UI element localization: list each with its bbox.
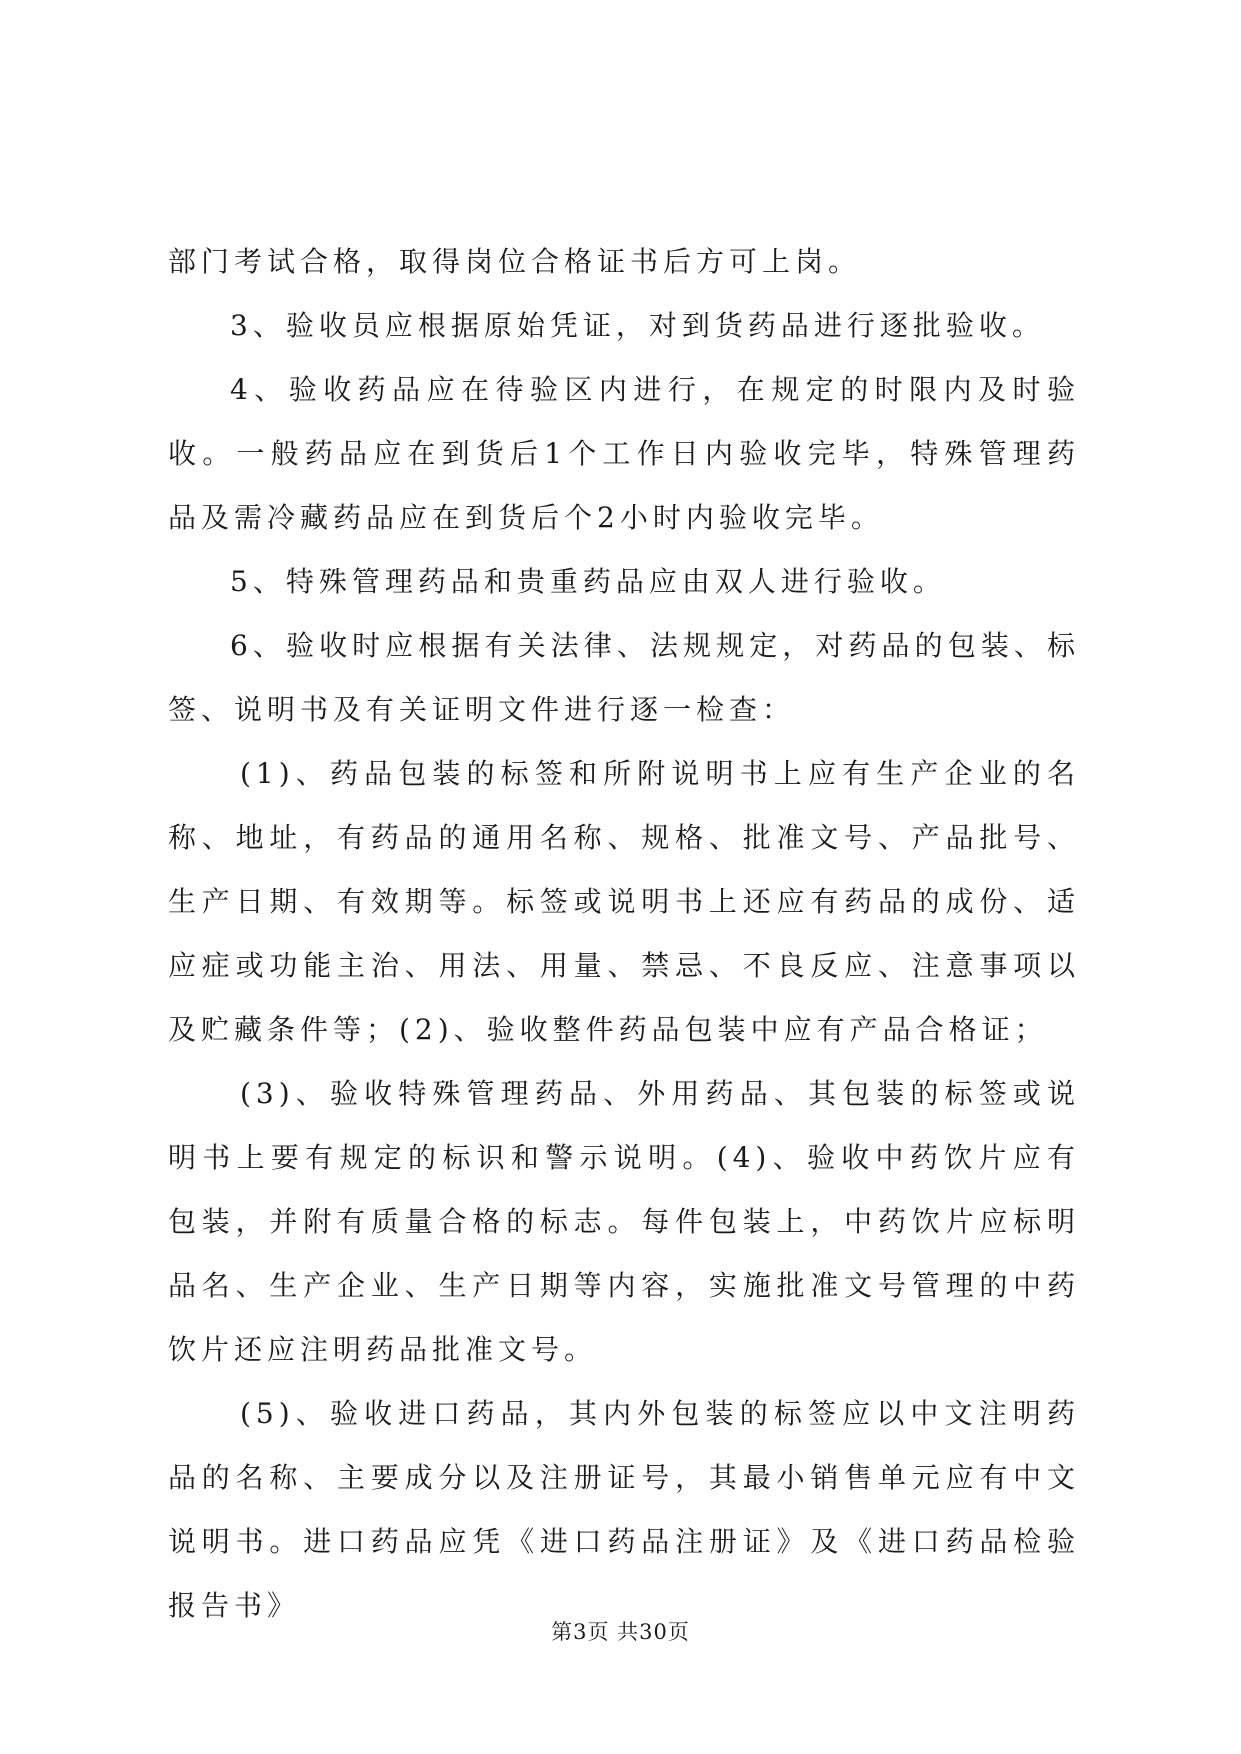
document-body	[168, 230, 1080, 1638]
paragraph-subitem-5: (5)、验收进口药品，其内外包装的标签应以中文注明药品的名称、主要成分以及注册证号，其最小销售单元应有中文说明书。进口药品应凭《进口药品注册证》及《进口药品检验报告书》	[168, 1397, 1080, 1622]
paragraph-item-4: 4、验收药品应在待验区内进行，在规定的时限内及时验收。一般药品应在到货后1个工作日内验收完毕，特殊管理药品及需冷藏药品应在到货后个2小时内验收完毕。	[168, 373, 1080, 534]
paragraph-subitem-1-2: (1)、药品包装的标签和所附说明书上应有生产企业的名称、地址，有药品的通用名称、规格、批准文号、产品批号、生产日期、有效期等。标签或说明书上还应有药品的成份、适应症或功能主治、用法、用量、禁忌、不良反应、注意事项以及贮藏条件等；(2)、验收整件药品包装中应有产品合格证；	[168, 757, 1080, 1046]
paragraph-item-6: 6、验收时应根据有关法律、法规规定，对药品的包装、标签、说明书及有关证明文件进行逐一检查：	[168, 629, 1080, 726]
paragraph-item-3: 3、验收员应根据原始凭证，对到货药品进行逐批验收。	[230, 309, 1045, 342]
page-number-label: 第3页 共30页	[551, 1620, 690, 1644]
page-footer	[0, 1616, 1241, 1646]
paragraph-continuation: 部门考试合格，取得岗位合格证书后方可上岗。	[168, 245, 862, 278]
paragraph-subitem-3-4: (3)、验收特殊管理药品、外用药品、其包装的标签或说明书上要有规定的标识和警示说明。(4)、验收中药饮片应有包装，并附有质量合格的标志。每件包装上，中药饮片应标明品名、生产企业、生产日期等内容，实施批准文号管理的中药饮片还应注明药品批准文号。	[168, 1077, 1080, 1366]
paragraph-item-5: 5、特殊管理药品和贵重药品应由双人进行验收。	[230, 565, 946, 598]
